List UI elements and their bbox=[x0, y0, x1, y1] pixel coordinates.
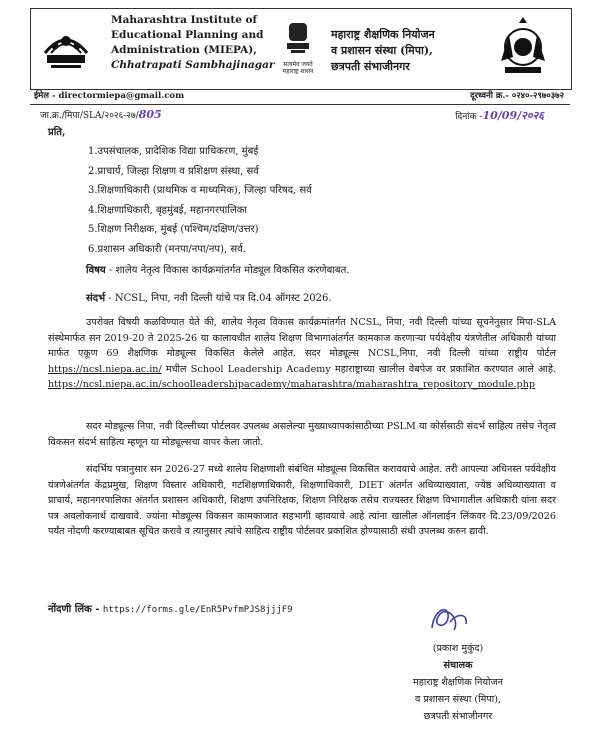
emblem-sub: महाराष्ट्र शासन bbox=[282, 68, 314, 75]
subject-label: विषय bbox=[86, 265, 106, 276]
addressee-item: 4.शिक्षणाधिकारी, बृहमुंबई, महानगरपालिका bbox=[88, 204, 248, 216]
addressee-item: 6.प्रशासन अधिकारी (मनपा/नपा/नप), सर्व. bbox=[88, 243, 246, 255]
repository-link[interactable]: https://ncsl.niepa.ac.in/schoolleadershipacademy/maharashtra/maharashtra_repository_module.php bbox=[48, 379, 536, 390]
date-prefix: दिनांक - bbox=[455, 112, 483, 122]
para1-text-a: उपरोक्त विषयी कळविण्यात येते की, शालेय नेतृत्व विकास कार्यक्रमांतर्गत NCSL, निपा, नवी दिल्ली यांच्या सूचनेनुसार मिपा-SLA संस्थेमार्फत सन 2019-20 ते 2025-26 या कालावधीत शालेय शिक्षण विभागाअंतर्गत कामकाज करणाऱ्या पर्यवेक्षीय यंत्रणेतील अधिकारी यांच्या मार्फत एकूण 69 शैक्षणिक मोड्यूल्स विकसित केलेले आहेत. सदर मोड्यूल्स NCSL,निपा, नवी दिल्ली यांच्या राष्ट्रीय पोर्टल bbox=[48, 317, 556, 359]
signatory-org-line: व प्रशासन संस्था (मिपा), bbox=[414, 694, 502, 705]
signatory-designation: संचालक bbox=[443, 660, 473, 671]
subject-line bbox=[86, 262, 556, 276]
registration-link[interactable]: https://forms.gle/EnR5PvfmPJS8jjjF9 bbox=[102, 605, 293, 615]
en-title-line: Educational Planning and bbox=[111, 29, 264, 41]
institute-crest-icon bbox=[491, 17, 555, 81]
signature-block bbox=[388, 640, 528, 725]
contact-row bbox=[30, 88, 570, 105]
mr-title-line: महाराष्ट्र शैक्षणिक नियोजन bbox=[331, 28, 435, 41]
body-paragraph-3: संदर्भिय पत्रानुसार सन 2026-27 मध्ये शालेय शिक्षणाशी संबंधित मोड्यूल्स विकसित करावयाचे आहेत. तरी आपल्या अधिनस्त पर्यवेक्षीय यंत्रणेअंतर्गत केंद्रप्रमुख, शिक्षण विस्तार अधिकारी, गटशिक्षणाधिकारी, शिक्षणाधिकारी, DIET अंतर्गत अधिव्याख्याता, ज्येष्ठ अधिव्याख्याता व प्राचार्य, महानगरपालिका अंतर्गत प्रशासन अधिकारी, शिक्षण उपनिरिक्षक, शिक्षण निरिक्षक तसेच राज्यस्तर शिक्षण विभागातील अधिकारी यांना सदर पत्र अवलोकनार्थ दाखवावे. ज्यांना मोड्यूल्स विकसन कामकाजात सहभागी व्हावयाचे आहे त्यांना खालील ऑनलाईन लिंकवर दि.23/09/2026 पर्यंत नोंदणी करण्याबाबत सूचित करावे व त्यानुसार त्यांचे साहित्य राष्ट्रीय पोर्टलवर प्रकाशित होण्यासाठी संधी उपलब्ध करुन द्यावी. bbox=[48, 464, 556, 537]
mr-title-line: छत्रपती संभाजीनगर bbox=[331, 60, 410, 73]
reference-number bbox=[40, 108, 162, 121]
en-title-line: Administration (MIEPA), bbox=[111, 44, 257, 56]
reference-label: संदर्भ bbox=[86, 293, 106, 304]
emblem-motto: सत्यमेव जयते bbox=[283, 61, 313, 68]
addressee-item: 2.प्राचार्य, जिल्हा शिक्षण व प्रशिक्षण संस्था, सर्व bbox=[88, 165, 259, 177]
institute-name-english bbox=[111, 13, 279, 73]
body-paragraph-1 bbox=[48, 315, 556, 393]
addressee-item: 5.शिक्षण निरीक्षक, मुंबई (पश्चिम/दक्षिण/उत्तर) bbox=[88, 224, 259, 235]
institute-logo-icon bbox=[39, 19, 93, 73]
phone-text: दूरध्वनी क्र.- ०२४०-२९७०३७२ bbox=[470, 91, 564, 101]
signatory-name: (प्रकाश मुकुंद) bbox=[432, 643, 484, 654]
signatory-org-line: महाराष्ट्र शैक्षणिक नियोजन bbox=[413, 677, 503, 688]
en-city: Chhatrapati Sambhajinagar bbox=[111, 59, 275, 71]
addressee-item: 1.उपसंचालक, प्रादेशिक विद्या प्राधिकरण, मुंबई bbox=[88, 146, 259, 157]
signature-icon bbox=[420, 600, 480, 640]
para1-text-b: मधील School Leadership Academy महाराष्ट्राच्या खालील वेबपेज वर प्रकाशित करण्यात आले आहे. bbox=[161, 363, 556, 375]
signatory-org-line: छत्रपती संभाजीनगर bbox=[423, 711, 493, 722]
institute-name-marathi bbox=[331, 27, 481, 75]
letterhead bbox=[30, 8, 572, 90]
registration-link-row bbox=[48, 601, 293, 615]
registration-link-label: नोंदणी लिंक - bbox=[48, 604, 103, 615]
ashoka-emblem-icon bbox=[283, 19, 313, 57]
reference-line bbox=[86, 290, 556, 304]
en-title-line: Maharashtra Institute of bbox=[111, 14, 258, 26]
ref-prefix: जा.क्र./मिपा/SLA/२०२६-२७/ bbox=[40, 111, 139, 121]
state-emblem bbox=[277, 19, 319, 79]
date-handwritten: 10/09/२०२६ bbox=[482, 109, 544, 122]
email-text: ईमेल - directormiepa@gmail.com bbox=[34, 91, 185, 101]
addressee-list bbox=[88, 142, 508, 259]
subject-text: - शालेय नेतृत्व विकास कार्यक्रमांतर्गत मोड्यूल विकसित करणेबाबत. bbox=[105, 265, 350, 276]
ref-handwritten: 805 bbox=[138, 108, 162, 121]
body-paragraph-2: सदर मोड्यूल्स निपा, नवी दिल्लीच्या पोर्टलवर उपलब्ध असलेल्या मुख्याध्यापकांसाठीच्या PSLM या कोर्ससाठी संदर्भ साहित्य तसेच नेतृत्व विकसन संदर्भ साहित्य म्हणून या मोड्यूल्सचा वापर केला जातो. bbox=[48, 421, 556, 448]
reference-text: - NCSL, निपा, नवी दिल्ली यांचे पत्र दि.04 ऑगस्ट 2026. bbox=[105, 293, 332, 304]
portal-link[interactable]: https://ncsl.niepa.ac.in/ bbox=[48, 363, 162, 375]
mr-title-line: व प्रशासन संस्था (मिपा), bbox=[331, 44, 433, 57]
addressee-item: 3.शिक्षणाधिकारी (प्राथमिक व माध्यमिक), जिल्हा परिषद, सर्व bbox=[88, 185, 312, 196]
letter-date bbox=[455, 108, 544, 123]
salutation-to: प्रति, bbox=[48, 127, 66, 138]
